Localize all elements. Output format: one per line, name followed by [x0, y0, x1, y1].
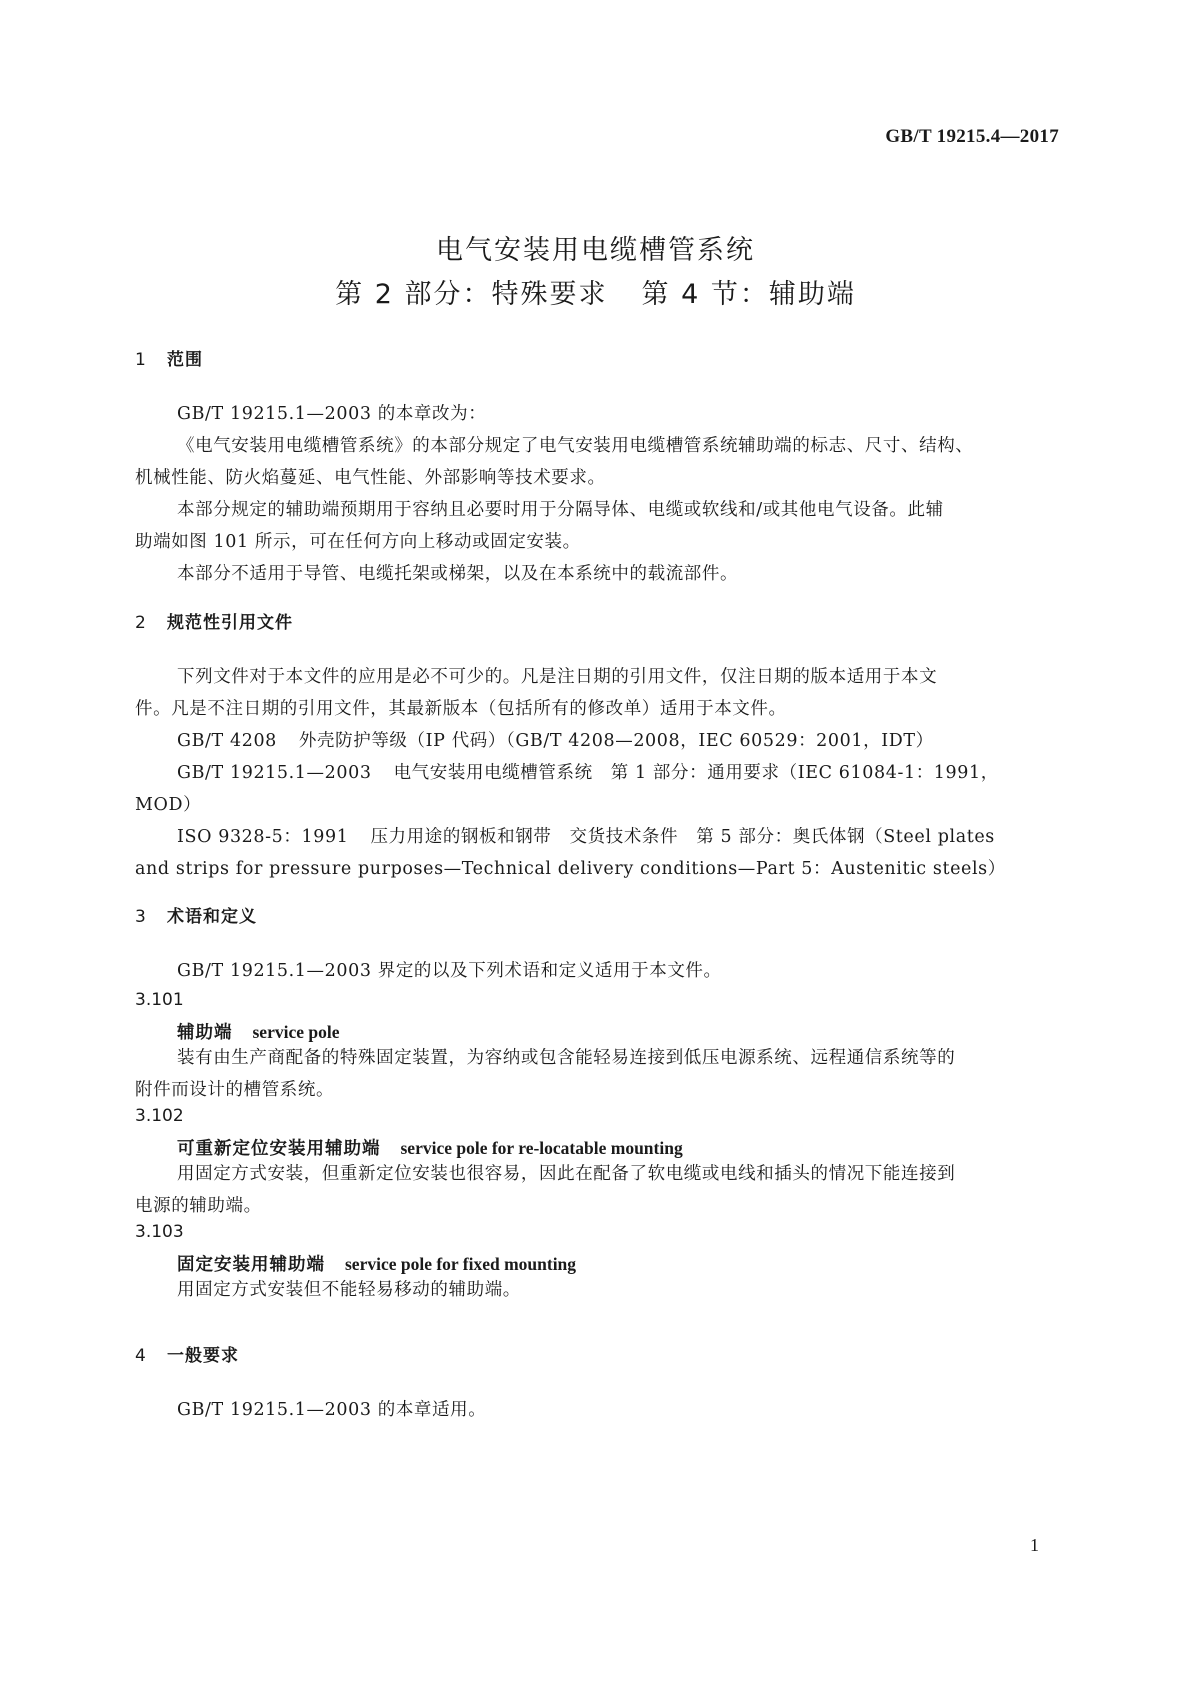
section-4-body [135, 1394, 1055, 1426]
page-number: 1 [1030, 1535, 1039, 1555]
term-heading [177, 1019, 339, 1044]
section-2-body [135, 661, 1055, 885]
section-title: 一般要求 [167, 1346, 239, 1366]
section-3-heading [135, 902, 257, 927]
reference-title: 外壳防护等级（IP 代码）（GB/T 4208—2008，IEC 60529：2001，IDT） [298, 731, 934, 751]
section-number: 4 [135, 1346, 147, 1366]
section-number: 2 [135, 613, 147, 633]
definition-line: 电源的辅助端。 [135, 1196, 262, 1216]
definition-line: 附件而设计的槽管系统。 [135, 1080, 335, 1100]
reference-code: GB/T 19215.1—2003 [177, 763, 372, 783]
definition-line: 用固定方式安装，但重新定位安装也很容易，因此在配备了软电缆或电线和插头的情况下能连接到 [177, 1164, 956, 1184]
reference-cont: and strips for pressure purposes—Technical delivery conditions—Part 5：Austenitic steels） [135, 859, 1006, 879]
title-section: 第 4 节：辅助端 [641, 279, 856, 310]
standard-code: GB/T 19215.4—2017 [885, 126, 1059, 147]
term-en: service pole for fixed mounting [345, 1254, 577, 1274]
term-zh: 辅助端 [177, 1023, 233, 1043]
term-definition [135, 1042, 1055, 1106]
term-en: service pole [252, 1022, 340, 1042]
section-4-heading [135, 1341, 239, 1366]
title-part: 第 2 部分：特殊要求 [335, 279, 608, 310]
paragraph: 本部分规定的辅助端预期用于容纳且必要时用于分隔导体、电缆或软线和/或其他电气设备。此辅 [177, 500, 944, 520]
definition-line: 用固定方式安装但不能轻易移动的辅助端。 [177, 1280, 521, 1300]
section-number: 1 [135, 350, 147, 370]
section-1-body [135, 398, 1055, 590]
reference-cont: MOD） [135, 795, 202, 815]
reference-code: ISO 9328-5：1991 [177, 827, 349, 847]
definition-line: 装有由生产商配备的特殊固定装置，为容纳或包含能轻易连接到低压电源系统、远程通信系统等的 [177, 1048, 956, 1068]
term-number: 3.102 [135, 1106, 184, 1126]
paragraph: GB/T 19215.1—2003 的本章改为： [177, 404, 487, 424]
reference-item [135, 757, 1055, 789]
paragraph: 《电气安装用电缆槽管系统》的本部分规定了电气安装用电缆槽管系统辅助端的标志、尺寸、结构、 [177, 436, 974, 456]
paragraph: GB/T 19215.1—2003 界定的以及下列术语和定义适用于本文件。 [177, 961, 722, 981]
reference-item [135, 725, 1055, 757]
section-title: 范围 [167, 350, 203, 370]
section-title: 规范性引用文件 [167, 613, 293, 633]
section-1-heading [135, 345, 203, 370]
reference-item [135, 821, 1055, 853]
section-title: 术语和定义 [167, 907, 257, 927]
document-title-line2 [0, 272, 1191, 311]
term-en: service pole for re-locatable mounting [400, 1138, 683, 1158]
paragraph: 下列文件对于本文件的应用是必不可少的。凡是注日期的引用文件，仅注日期的版本适用于本文 [177, 667, 938, 687]
document-title-line1: 电气安装用电缆槽管系统 [436, 235, 755, 266]
section-2-heading [135, 608, 293, 633]
paragraph: GB/T 19215.1—2003 的本章适用。 [177, 1400, 487, 1420]
term-zh: 可重新定位安装用辅助端 [177, 1139, 381, 1159]
section-number: 3 [135, 907, 147, 927]
reference-title: 压力用途的钢板和钢带 交货技术条件 第 5 部分：奥氏体钢（Steel plates [370, 827, 995, 847]
term-number: 3.103 [135, 1222, 184, 1242]
reference-code: GB/T 4208 [177, 731, 277, 751]
paragraph-cont: 机械性能、防火焰蔓延、电气性能、外部影响等技术要求。 [135, 468, 606, 488]
reference-title: 电气安装用电缆槽管系统 第 1 部分：通用要求（IEC 61084-1：1991， [393, 763, 999, 783]
term-number: 3.101 [135, 990, 184, 1010]
term-definition [135, 1274, 1055, 1306]
term-definition [135, 1158, 1055, 1222]
paragraph-cont: 助端如图 101 所示，可在任何方向上移动或固定安装。 [135, 532, 581, 552]
paragraph-cont: 件。凡是不注日期的引用文件，其最新版本（包括所有的修改单）适用于本文件。 [135, 699, 787, 719]
term-zh: 固定安装用辅助端 [177, 1255, 325, 1275]
term-heading [177, 1251, 576, 1276]
paragraph: 本部分不适用于导管、电缆托架或梯架，以及在本系统中的载流部件。 [177, 564, 739, 584]
section-3-intro [135, 955, 1055, 987]
term-heading [177, 1135, 683, 1160]
